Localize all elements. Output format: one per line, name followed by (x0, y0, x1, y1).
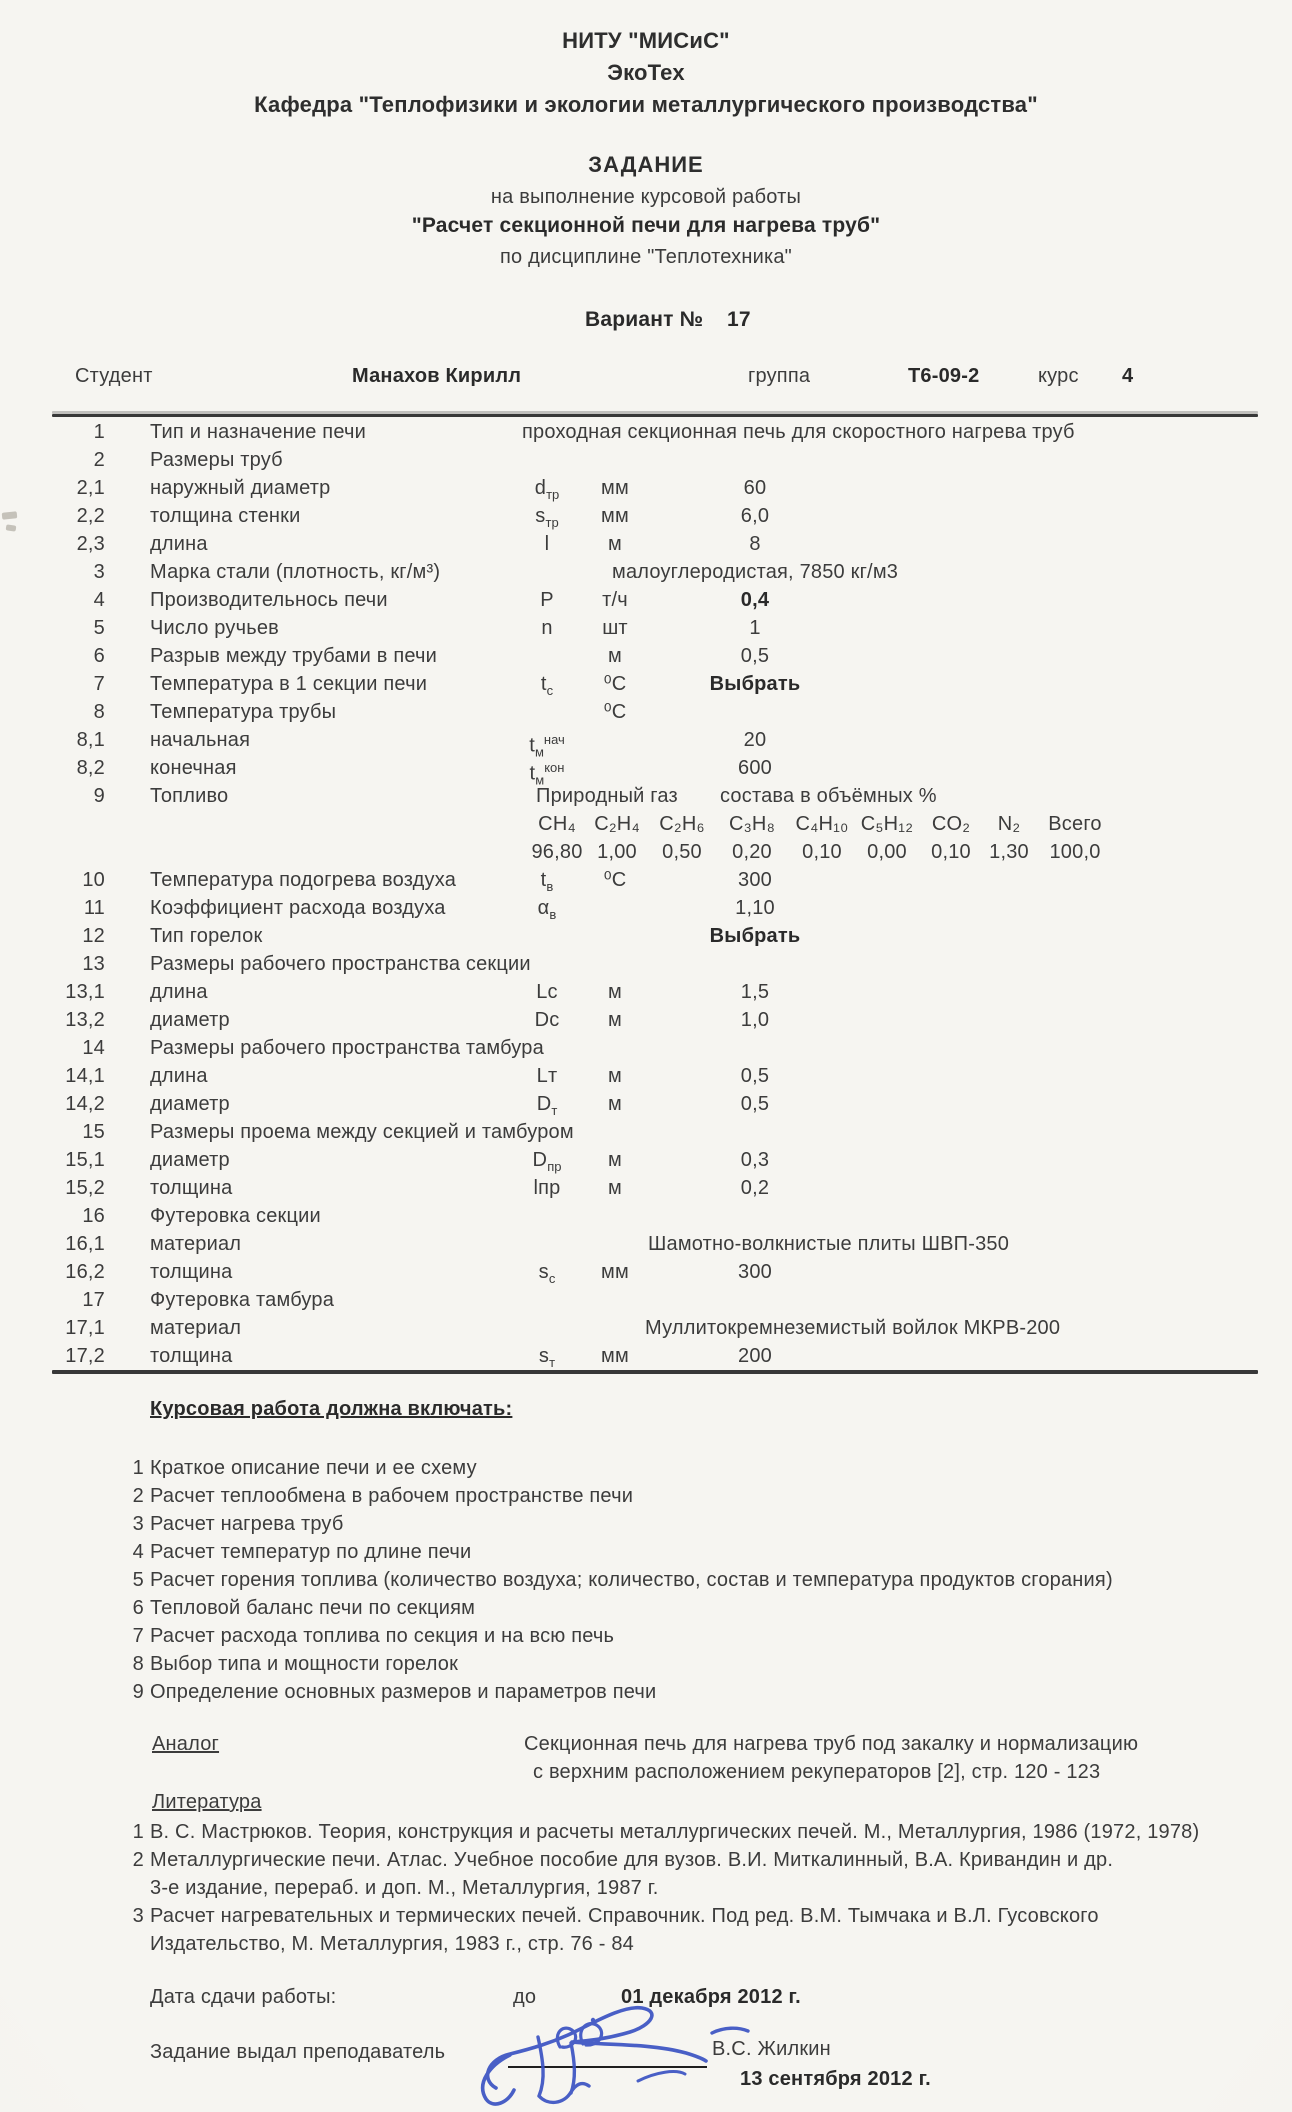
row-label: Футеровка тамбура (150, 1289, 335, 1311)
row-symbol: $D_{пр}$ (532, 1149, 562, 1174)
row-label: длина (150, 1065, 208, 1087)
item-text: Краткое описание печи и ее схему (150, 1457, 477, 1479)
analog-line2: с верхним расположением рекуператоров [2], стр. 120 - 123 (533, 1761, 1101, 1783)
item-text: Расчет расхода топлива по секция и на всю печь (150, 1625, 615, 1647)
gas-value: 1,30 (989, 841, 1029, 863)
item-number: 2 (132, 1485, 144, 1507)
row-number: 16,2 (65, 1261, 105, 1283)
row-value: 600 (738, 757, 772, 779)
checklist-item (0, 1566, 1292, 1594)
row-label: Тип и назначение печи (150, 421, 366, 443)
row-value: 0,5 (740, 1093, 770, 1115)
row-wide-value-2: состава в объёмных % (720, 785, 937, 807)
row-value: 1,0 (740, 1009, 770, 1031)
row-unit: м (608, 645, 622, 667)
checklist-item (0, 1538, 1292, 1566)
gas-value: 0,50 (662, 841, 702, 863)
item-text: Тепловой баланс печи по секциям (150, 1597, 476, 1619)
row-value: 0,5 (740, 1065, 770, 1087)
row-value: Выбрать (709, 925, 801, 947)
gas-components-row (0, 810, 1292, 838)
table-row (0, 446, 1292, 474)
literature-item-line (0, 1818, 1292, 1846)
row-unit: т/ч (602, 589, 628, 611)
row-value: 0,4 (740, 589, 770, 611)
table-row (0, 1062, 1292, 1090)
item-text: Издательство, М. Металлургия, 1983 г., стр. 76 - 84 (150, 1933, 634, 1955)
row-wide-value: Муллитокремнеземистый войлок МКРВ-200 (645, 1317, 1061, 1339)
table-row (0, 1258, 1292, 1286)
table-row (0, 558, 1292, 586)
literature-item-line (0, 1902, 1292, 1930)
row-number: 17 (82, 1289, 105, 1311)
row-unit: м (608, 1009, 622, 1031)
row-label: Марка стали (плотность, кг/м³) (150, 561, 441, 583)
row-value: 6,0 (740, 505, 770, 527)
row-value: 300 (738, 869, 772, 891)
row-label: Размеры рабочего пространства секции (150, 953, 531, 975)
item-text: Расчет нагрева труб (150, 1513, 344, 1535)
row-symbol: $t_м^{кон}$ (529, 760, 565, 788)
department-name: Кафедра "Теплофизики и экологии металлургического производства" (254, 92, 1038, 117)
row-symbol: Р (540, 589, 554, 611)
row-unit: мм (601, 477, 629, 499)
row-number: 14,1 (65, 1065, 105, 1087)
row-symbol: $t_м^{нач}$ (529, 732, 565, 760)
row-number: 13,2 (65, 1009, 105, 1031)
row-number: 2,2 (76, 505, 105, 527)
item-number: 4 (132, 1541, 144, 1563)
table-row (0, 1090, 1292, 1118)
student-name: Манахов Кирилл (352, 365, 522, 387)
gas-value: 0,10 (931, 841, 971, 863)
row-symbol: $s_с$ (538, 1261, 556, 1286)
literature-item-line (0, 1846, 1292, 1874)
subtitle-work-type: на выполнение курсовой работы (490, 186, 802, 208)
gas-component: Всего (1048, 813, 1102, 835)
gas-value: 100,0 (1049, 841, 1101, 863)
signature-dot (591, 2018, 595, 2022)
gas-component: CH₄ (538, 813, 576, 835)
row-label: Коэффициент расхода воздуха (150, 897, 446, 919)
row-number: 1 (93, 421, 105, 443)
row-unit: мм (601, 1261, 629, 1283)
row-label: конечная (150, 757, 237, 779)
page-title: ЗАДАНИЕ (588, 152, 704, 177)
row-number: 9 (93, 785, 105, 807)
row-unit: м (608, 1093, 622, 1115)
table-row (0, 894, 1292, 922)
table-bottom-rule (52, 1370, 1258, 1374)
table-row (0, 474, 1292, 502)
row-value: 0,5 (740, 645, 770, 667)
row-number: 7 (93, 673, 105, 695)
row-value: 1,5 (740, 981, 770, 1003)
due-date-label: Дата сдачи работы: (150, 1986, 337, 2008)
teacher-name: В.С. Жилкин (712, 2038, 831, 2060)
analog-line1: Секционная печь для нагрева труб под закалку и нормализацию (524, 1733, 1139, 1755)
literature-label: Литература (152, 1791, 262, 1813)
gas-component: C₂H₄ (594, 813, 640, 835)
row-symbol: Lc (536, 981, 558, 1003)
row-value: 1,10 (735, 897, 775, 919)
table-row (0, 978, 1292, 1006)
gas-component: C₅H₁₂ (860, 813, 914, 835)
row-value: 200 (738, 1345, 772, 1367)
row-unit: шт (602, 617, 628, 639)
row-unit: м (608, 533, 622, 555)
table-row (0, 642, 1292, 670)
course-label: курс (1038, 365, 1079, 387)
group-label: группа (748, 365, 811, 387)
table-row (0, 1118, 1292, 1146)
row-symbol: $s_{тр}$ (535, 505, 559, 530)
literature-item-line (0, 1930, 1292, 1958)
row-label: начальная (150, 729, 251, 751)
row-wide-value: малоуглеродистая, 7850 кг/м3 (612, 561, 899, 583)
gas-value: 0,10 (802, 841, 842, 863)
row-label: Температура подогрева воздуха (150, 869, 457, 891)
row-label: Производительнось печи (150, 589, 388, 611)
row-label: Размеры рабочего пространства тамбура (150, 1037, 544, 1059)
table-row (0, 1034, 1292, 1062)
row-label: материал (150, 1317, 242, 1339)
row-label: Температура трубы (150, 701, 337, 723)
row-symbol: $d_{тр}$ (534, 477, 560, 502)
row-number: 4 (93, 589, 105, 611)
checklist-item (0, 1678, 1292, 1706)
row-label: толщина стенки (150, 505, 301, 527)
variant-label: Вариант № (585, 308, 704, 331)
item-number: 2 (132, 1849, 144, 1871)
row-number: 13 (82, 953, 105, 975)
row-label: толщина (150, 1261, 233, 1283)
table-row (0, 1286, 1292, 1314)
table-row (0, 1202, 1292, 1230)
gas-component: C₄H₁₀ (795, 813, 849, 835)
item-number: 8 (132, 1653, 144, 1675)
table-row (0, 1006, 1292, 1034)
row-number: 15,2 (65, 1177, 105, 1199)
row-symbol: $s_т$ (538, 1345, 556, 1370)
row-number: 17,1 (65, 1317, 105, 1339)
table-row (0, 922, 1292, 950)
row-label: диаметр (150, 1093, 230, 1115)
item-text: Выбор типа и мощности горелок (150, 1653, 459, 1675)
row-label: толщина (150, 1177, 233, 1199)
row-value: 60 (743, 477, 767, 499)
table-row (0, 530, 1292, 558)
row-unit: мм (601, 1345, 629, 1367)
row-number: 15 (82, 1121, 105, 1143)
signature-stroke (488, 2008, 706, 2088)
checklist-title: Курсовая работа должна включать: (150, 1398, 513, 1420)
item-text: В. С. Мастрюков. Теория, конструкция и расчеты металлургических печей. М., Металлургия, 1986 (1972, 1978) (150, 1821, 1200, 1843)
row-number: 8,2 (76, 757, 105, 779)
gas-value: 96,80 (531, 841, 583, 863)
row-unit: м (608, 1065, 622, 1087)
variant-number: 17 (727, 308, 751, 331)
row-unit: м (608, 981, 622, 1003)
row-number: 3 (93, 561, 105, 583)
row-value: Выбрать (709, 673, 801, 695)
row-number: 2 (93, 449, 105, 471)
analog-label: Аналог (152, 1733, 220, 1755)
due-date-prefix: до (513, 1986, 537, 2008)
gas-value: 0,00 (867, 841, 907, 863)
table-row (0, 698, 1292, 726)
table-row (0, 1230, 1292, 1258)
row-label: Тип горелок (150, 925, 263, 947)
row-label: длина (150, 981, 208, 1003)
row-number: 14 (82, 1037, 105, 1059)
item-text: Расчет горения топлива (количество воздуха; количество, состав и температура продуктов сгорания) (150, 1569, 1113, 1591)
row-label: Разрыв между трубами в печи (150, 645, 438, 667)
row-unit: ⁰С (603, 869, 627, 891)
issued-by-label: Задание выдал преподаватель (150, 2041, 446, 2063)
table-row (0, 782, 1292, 810)
row-label: Топливо (150, 785, 229, 807)
literature-list (0, 1818, 1292, 1958)
row-number: 8,1 (76, 729, 105, 751)
table-row (0, 726, 1292, 760)
table-row (0, 614, 1292, 642)
row-number: 16 (82, 1205, 105, 1227)
parameters-table (0, 418, 1292, 1370)
checklist-item (0, 1454, 1292, 1482)
row-symbol: lпр (533, 1177, 561, 1199)
item-text: Металлургические печи. Атлас. Учебное пособие для вузов. В.И. Миткалинный, В.А. Кривандин и др. (150, 1849, 1114, 1871)
gas-component: CO₂ (931, 813, 971, 835)
item-text: Расчет теплообмена в рабочем пространстве печи (150, 1485, 634, 1507)
row-number: 2,3 (76, 533, 105, 555)
row-number: 12 (82, 925, 105, 947)
row-label: диаметр (150, 1009, 230, 1031)
row-unit: ⁰С (603, 701, 627, 723)
table-row (0, 754, 1292, 788)
checklist-item (0, 1594, 1292, 1622)
row-label: Размеры труб (150, 449, 283, 471)
row-number: 8 (93, 701, 105, 723)
row-label: Размеры проема между секцией и тамбуром (150, 1121, 574, 1143)
row-label: Температура в 1 секции печи (150, 673, 428, 695)
row-value: 20 (743, 729, 767, 751)
org-name: НИТУ "МИСиС" (562, 28, 730, 53)
row-value: 300 (738, 1261, 772, 1283)
item-number: 3 (132, 1905, 144, 1927)
item-number: 5 (132, 1569, 144, 1591)
row-symbol: $D_т$ (536, 1093, 558, 1118)
row-unit: мм (601, 505, 629, 527)
row-unit: м (608, 1149, 622, 1171)
table-row (0, 1174, 1292, 1202)
row-number: 10 (82, 869, 105, 891)
row-number: 14,2 (65, 1093, 105, 1115)
gas-component: C₃H₈ (728, 813, 776, 835)
checklist-item (0, 1622, 1292, 1650)
gas-component: N₂ (997, 813, 1021, 835)
gas-value: 1,00 (597, 841, 637, 863)
row-label: диаметр (150, 1149, 230, 1171)
item-number: 1 (132, 1457, 144, 1479)
table-row (0, 1146, 1292, 1174)
scan-artifact (6, 524, 17, 531)
subtitle-work-title: "Расчет секционной печи для нагрева труб" (411, 214, 881, 237)
row-unit: м (608, 1177, 622, 1199)
row-symbol: $\alpha_в$ (537, 897, 557, 922)
item-number: 1 (132, 1821, 144, 1843)
row-number: 6 (93, 645, 105, 667)
item-text: Расчет температур по длине печи (150, 1541, 472, 1563)
checklist (0, 1454, 1292, 1706)
row-symbol: Dc (534, 1009, 560, 1031)
signature-ink-dash (712, 2028, 748, 2033)
row-unit: ⁰С (603, 673, 627, 695)
row-label: Футеровка секции (150, 1205, 321, 1227)
row-label: длина (150, 533, 208, 555)
item-text: 3-е издание, перераб. и доп. М., Металлургия, 1987 г. (150, 1877, 659, 1899)
row-value: 0,3 (740, 1149, 770, 1171)
gas-component: C₂H₆ (659, 813, 705, 835)
subtitle-discipline: по дисциплине "Теплотехника" (500, 246, 792, 268)
row-wide-value: Шамотно-волкнистые плиты ШВП-350 (648, 1233, 1010, 1255)
row-number: 2,1 (76, 477, 105, 499)
course-value: 4 (1122, 365, 1134, 387)
row-number: 11 (83, 897, 105, 919)
item-number: 9 (132, 1681, 144, 1703)
row-symbol: $t_в$ (540, 869, 554, 894)
row-number: 17,2 (65, 1345, 105, 1367)
item-number: 3 (132, 1513, 144, 1535)
table-row (0, 418, 1292, 446)
row-symbol: n (541, 617, 553, 639)
row-number: 13,1 (65, 981, 105, 1003)
table-row (0, 866, 1292, 894)
checklist-item (0, 1650, 1292, 1678)
row-symbol: l (544, 533, 550, 555)
row-label: Число ручьев (150, 617, 279, 639)
table-row (0, 1314, 1292, 1342)
gas-value: 0,20 (732, 841, 772, 863)
item-text: Расчет нагревательных и термических печей. Справочник. Под ред. В.М. Тымчака и В.Л. Гусовского (150, 1905, 1099, 1927)
literature-item-line (0, 1874, 1292, 1902)
row-value: 1 (749, 617, 761, 639)
row-label: наружный диаметр (150, 477, 331, 499)
table-row (0, 670, 1292, 698)
row-value: 8 (749, 533, 761, 555)
org-unit: ЭкоТех (607, 60, 685, 85)
row-number: 5 (93, 617, 105, 639)
item-text: Определение основных размеров и параметров печи (150, 1681, 657, 1703)
group-value: Т6-09-2 (908, 365, 980, 387)
item-number: 6 (132, 1597, 144, 1619)
row-number: 15,1 (65, 1149, 105, 1171)
item-number: 7 (132, 1625, 144, 1647)
issue-date-value: 13 сентября 2012 г. (740, 2068, 931, 2090)
due-date-value: 01 декабря 2012 г. (621, 1986, 801, 2008)
row-label: материал (150, 1233, 242, 1255)
row-number: 16,1 (65, 1233, 105, 1255)
student-label: Студент (75, 365, 153, 387)
row-label: толщина (150, 1345, 233, 1367)
row-symbol: Lт (536, 1065, 558, 1087)
row-value: 0,2 (740, 1177, 770, 1199)
table-top-rule (52, 414, 1258, 417)
row-wide-value: Природный газ (536, 785, 678, 807)
checklist-item (0, 1510, 1292, 1538)
table-row (0, 950, 1292, 978)
checklist-item (0, 1482, 1292, 1510)
row-wide-value: проходная секционная печь для скоростного нагрева труб (522, 421, 1075, 443)
table-row (0, 586, 1292, 614)
signature-stroke (638, 2072, 685, 2081)
gas-values-row (0, 838, 1292, 866)
table-row (0, 502, 1292, 530)
table-row (0, 1342, 1292, 1370)
row-symbol: $t_c$ (540, 673, 554, 698)
